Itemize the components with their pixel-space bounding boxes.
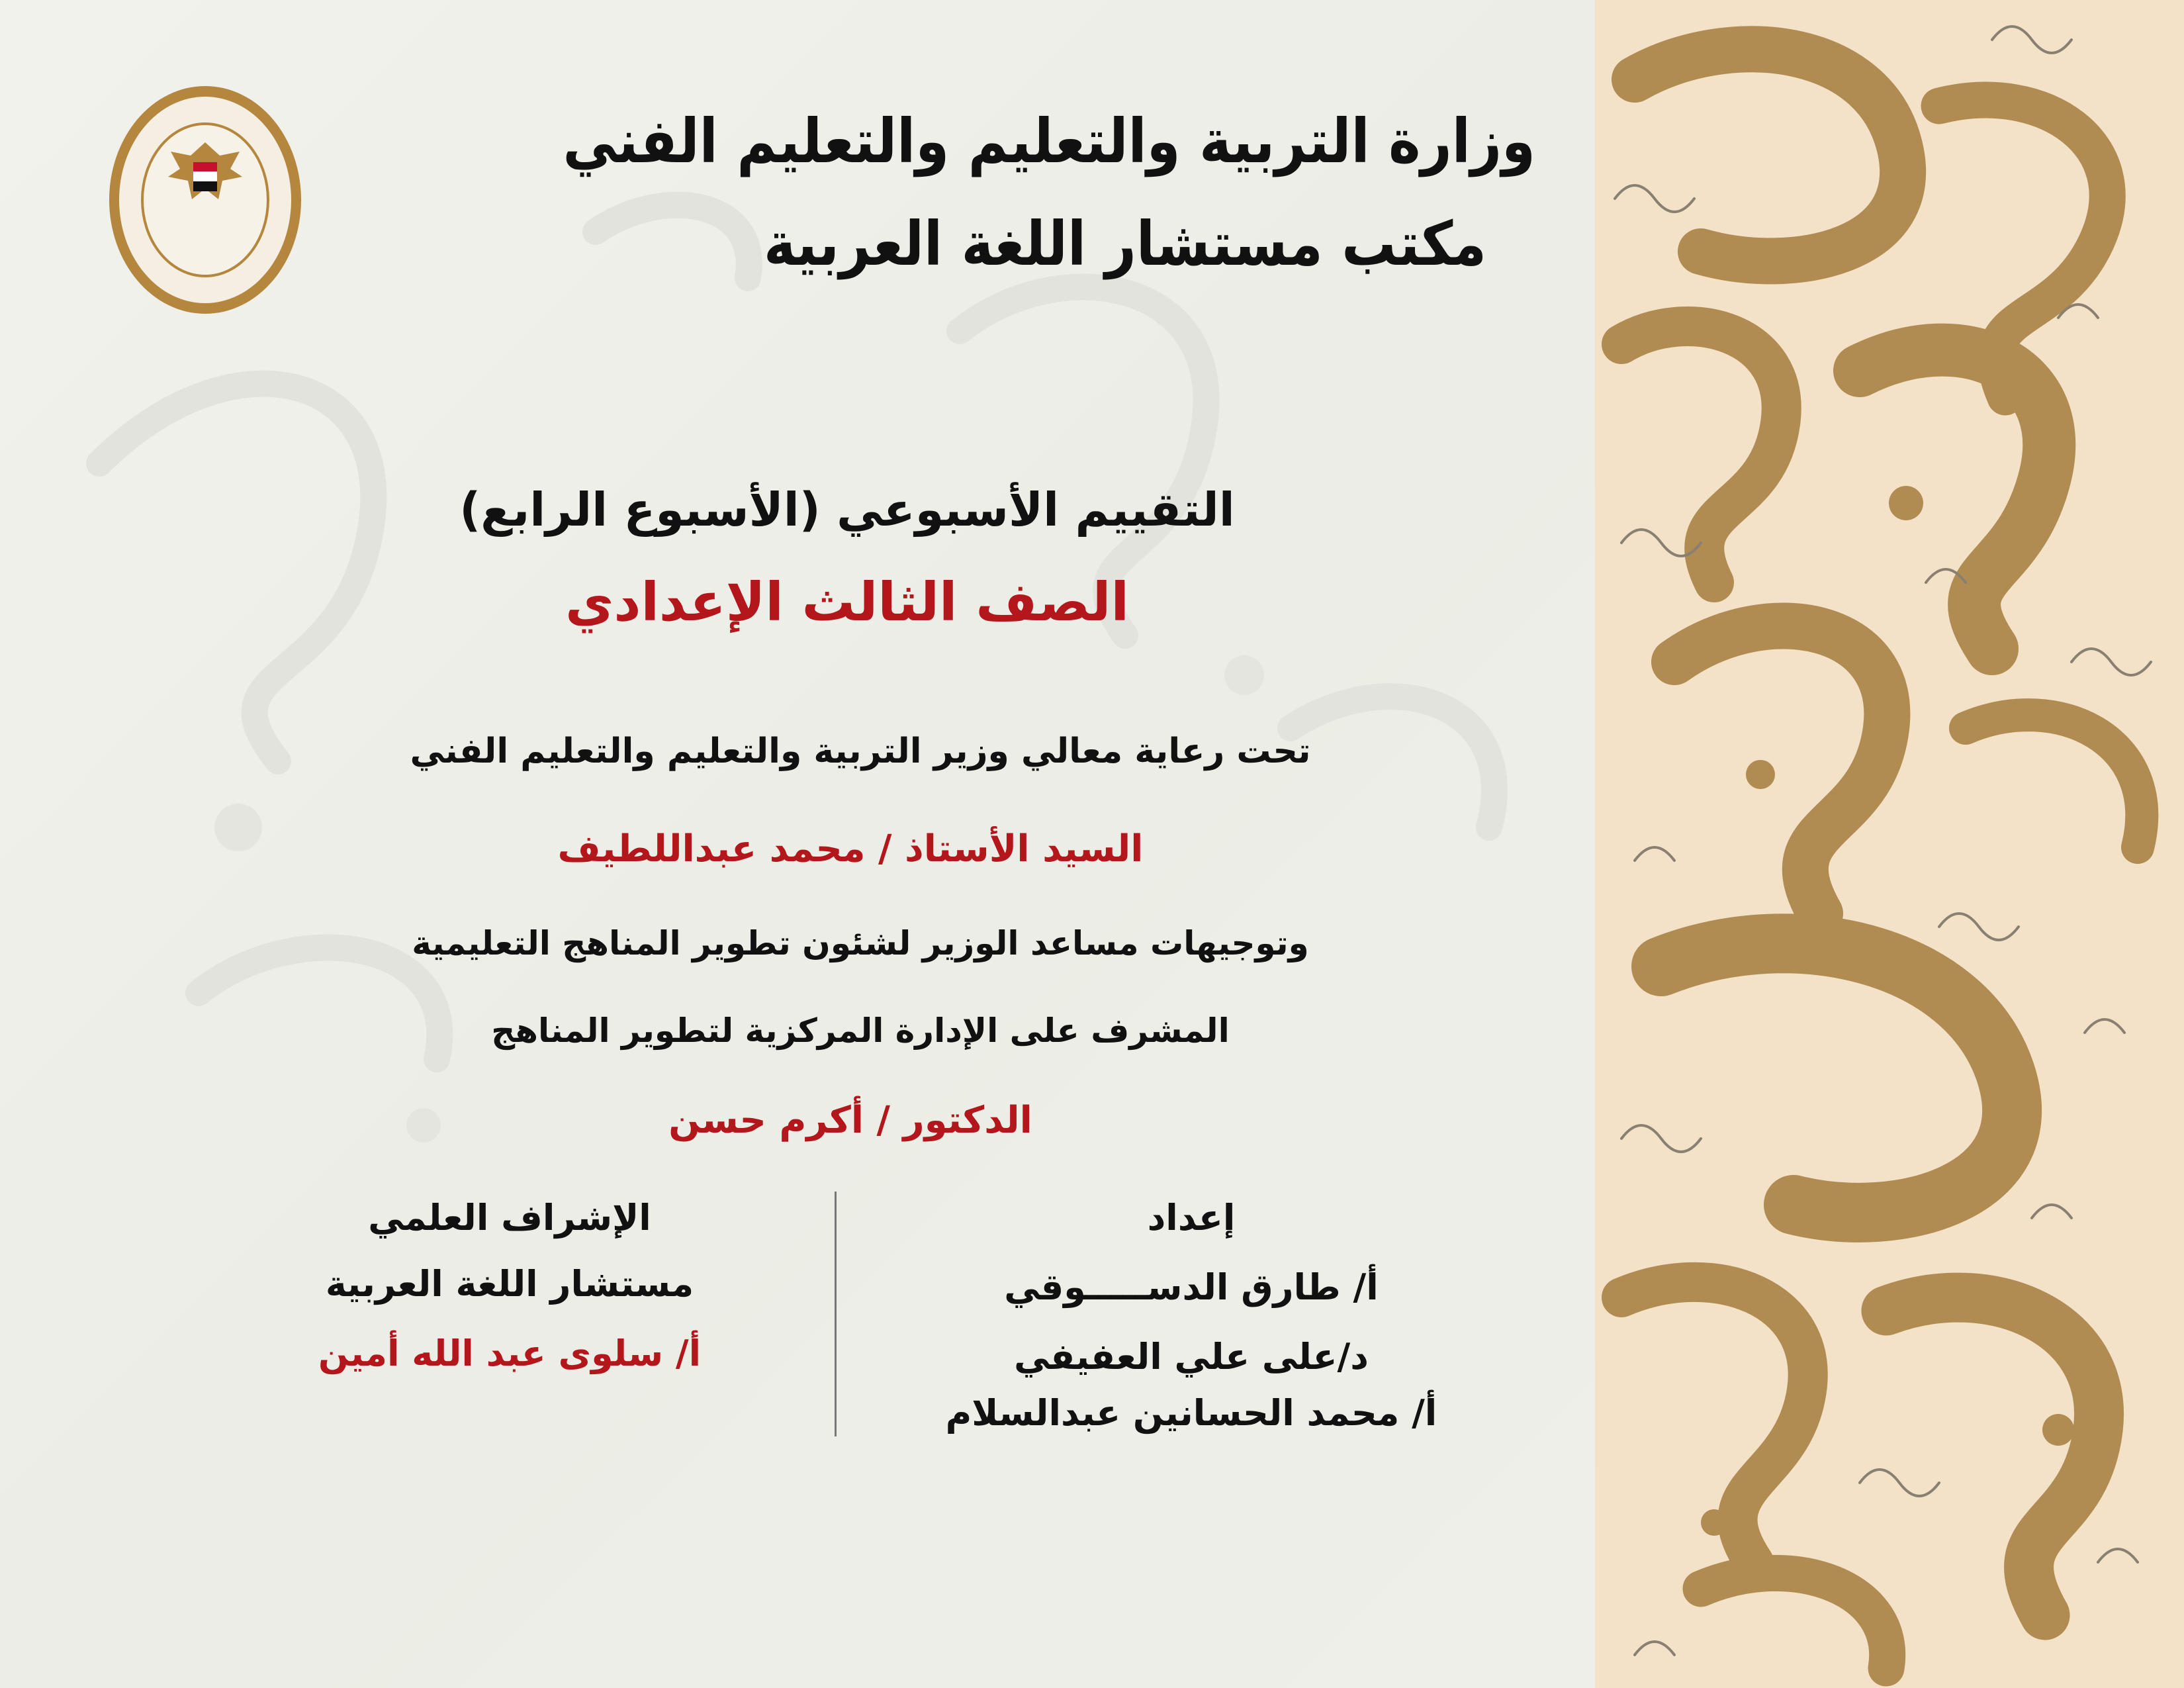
scientific-supervision-role: مستشار اللغة العربية (325, 1263, 694, 1305)
scientific-supervisor-name: أ/ سلوى عبد الله أمين (318, 1333, 702, 1374)
minister-name: السيد الأستاذ / محمد عبداللطيف (557, 827, 1144, 870)
office-title: مكتب مستشار اللغة العربية (763, 209, 1487, 280)
preparation-heading: إعداد (1147, 1197, 1236, 1239)
arabic-calligraphy-art (1595, 0, 2184, 1688)
author-name: أ/ محمد الحسانين عبدالسلام (945, 1392, 1437, 1434)
ministry-title: وزارة التربية والتعليم والتعليم الفني (563, 107, 1535, 177)
supervisor-role: المشرف على الإدارة المركزية لتطوير المناهج (491, 1011, 1230, 1050)
ministry-logo (106, 83, 304, 318)
scientific-supervision-heading: الإشراف العلمي (368, 1197, 651, 1239)
author-name: د/على علي العفيفي (1014, 1336, 1369, 1378)
doctor-name: الدكتور / أكرم حسن (668, 1099, 1032, 1142)
calligraphy-side-panel (1595, 0, 2184, 1688)
assessment-title: التقييم الأسبوعي (الأسبوع الرابع) (459, 483, 1235, 537)
grade-title: الصف الثالث الإعدادي (565, 571, 1129, 633)
patronage-line: تحت رعاية معالي وزير التربية والتعليم والتعليم الفني (410, 731, 1311, 771)
column-divider (835, 1192, 837, 1436)
author-name: أ/ طارق الدســـــوقي (1004, 1266, 1379, 1308)
directives-line: وتوجيهات مساعد الوزير لشئون تطوير المناهج التعليمية (412, 924, 1309, 962)
